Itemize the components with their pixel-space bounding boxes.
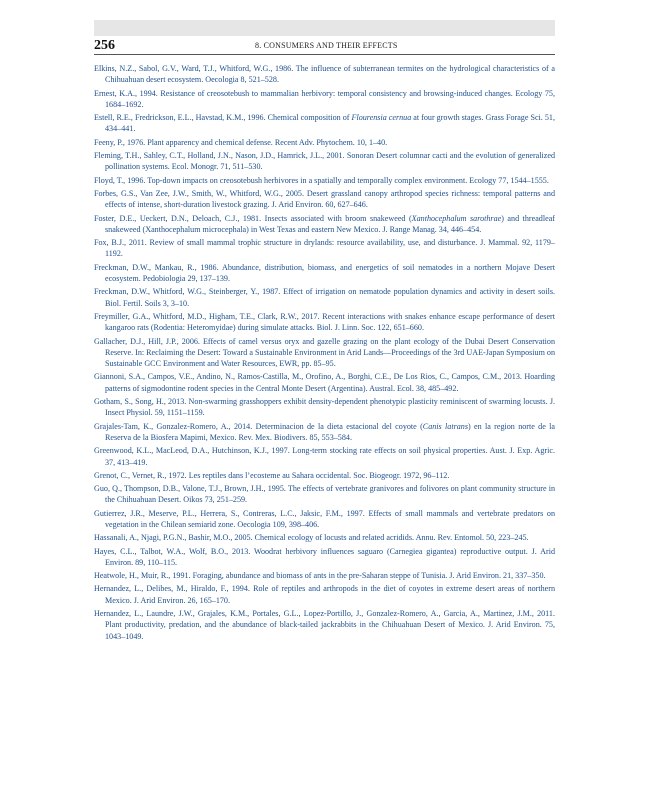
header-bar [94, 20, 555, 36]
reference-text: Hernandez, L., Delibes, M., Hiraldo, F., 1994. Role of reptiles and arthropods in the diet of coyotes in extreme desert areas of northern Mexico. J. Arid Environ. 26, 165–170. [94, 584, 555, 605]
reference-entry [94, 396, 555, 419]
reference-entry [94, 175, 555, 186]
reference-text-continued: at four growth stages. Grass Forage Sci. 51, 434–441. [105, 113, 555, 134]
reference-italic-text: Xanthocephalum sarothrae [411, 213, 502, 223]
reference-entry [94, 371, 555, 394]
reference-entry [94, 112, 555, 135]
reference-entry [94, 88, 555, 111]
reference-entry [94, 336, 555, 370]
reference-entry [94, 532, 555, 543]
reference-text: Ernest, K.A., 1994. Resistance of creosotebush to mammalian herbivory: temporal consistency and browsing-induced changes. Ecology 75, 1684–1692. [94, 88, 555, 109]
reference-text: Freymiller, G.A., Whitford, M.D., Higham, T.E., Clark, R.W., 2017. Recent interactions with snakes enhance escape performance of desert kangaroo rats (Rodentia: Heteromyidae) during simulate attacks. Biol. J. Linn. Soc. 122, 651–660. [94, 311, 555, 333]
reference-entry [94, 237, 555, 260]
reference-text: Gallacher, D.J., Hill, J.P., 2006. Effects of camel versus oryx and gazelle grazing on the plant ecology of the Dubai Desert Conservation Reserve. In: Reclaiming the Desert: Toward a Sustainable Environment in Arid Lands—Proceedings of the 3rd UAE-Japan Symposium on Sustainable GCC Environment and Water Resources, EWR, pp. 85–95. [94, 336, 555, 369]
reference-text: Gotham, S., Song, H., 2013. Non-swarming grasshoppers exhibit density-dependent phenotypic plasticity reminiscent of swarming locusts. J. Insect Physiol. 59, 1151–1159. [94, 397, 555, 418]
reference-entry [94, 213, 555, 236]
reference-italic-text: Canis latrans [422, 421, 468, 431]
reference-entry [94, 445, 555, 468]
reference-text: Forbes, G.S., Van Zee, J.W., Smith, W., Whitford, W.G., 2005. Desert grassland canopy arthropod species richness: temporal patterns and effects of intense, short-duration livestock grazing. J. Arid Environ. 60, 627–646. [94, 188, 555, 210]
running-head: 8. CONSUMERS AND THEIR EFFECTS [255, 41, 398, 50]
reference-text: Elkins, N.Z., Sabol, G.V., Ward, T.J., Whitford, W.G., 1986. The influence of subterranean termites on the hydrological characteristics of a Chihuahuan desert ecosystem. Oecologia 8, 521–528. [94, 64, 555, 85]
reference-text: Heatwole, H., Muir, R., 1991. Foraging, abundance and biomass of ants in the pre-Saharan steppe of Tunisia. J. Arid Environ. 21, 337–350. [94, 571, 546, 581]
reference-text-continued: ) en la region norte de la Reserva de la Biosfera Mapimi, Mexico. Rev. Mex. Biodivers. 85, 553–584. [105, 421, 555, 442]
reference-text: Hayes, C.L., Talbot, W.A., Wolf, B.O., 2013. Woodrat herbivory influences saguaro (Carnegiea gigantea) reproductive output. J. Arid Environ. 89, 110–115. [94, 546, 555, 567]
reference-text: Floyd, T., 1996. Top-down impacts on creosotebush herbivores in a spatially and temporally complex environment. Ecology 77, 1544–1555. [94, 175, 549, 185]
reference-entry [94, 583, 555, 606]
reference-text: Freckman, D.W., Mankau, R., 1986. Abundance, distribution, biomass, and energetics of soil nematodes in a northern Mojave Desert ecosystem. Pedobiologia 29, 137–139. [94, 262, 555, 284]
reference-entry [94, 286, 555, 309]
reference-entry [94, 150, 555, 173]
reference-entry [94, 508, 555, 531]
reference-italic-text: Flourensia cernua [351, 113, 412, 123]
reference-text: Fleming, T.H., Sahley, C.T., Holland, J.N., Nason, J.D., Hamrick, J.L., 2001. Sonoran Desert columnar cacti and the evolution of generalized pollination systems. Ecol. Monogr. 71, 511–530. [94, 151, 555, 172]
reference-entry [94, 262, 555, 285]
reference-text: Giannoni, S.A., Campos, V.E., Andino, N., Ramos-Castilla, M., Orofino, A., Borghi, C.E., De Los Rios, C., Campos, C.M., 2013. Hoarding patterns of sigmodontine rodent species in the Central Monte Desert (Argentina). Austral. Ecol. 38, 485–492. [94, 372, 555, 393]
reference-entry [94, 608, 555, 642]
reference-text: Hernandez, L., Laundre, J.W., Grajales, K.M., Portales, G.L., Lopez-Portillo, J., Gonzalez-Romero, A., Garcia, A., Martinez, J.M., 2011. Plant productivity, predation, and the abundance of black-tailed jackrabbits in the Chihuahuan Desert of Mexico. J. Arid Environ. 75, 1043–1049. [94, 609, 555, 641]
reference-text: Grajales-Tam, K., Gonzalez-Romero, A., 2014. Determinacion de la dieta estacional del coyote ( [94, 421, 423, 431]
reference-entry [94, 188, 555, 211]
reference-text: Greenwood, K.L., MacLeod, D.A., Hutchinson, K.J., 1997. Long-term stocking rate effects on soil physical properties. Aust. J. Exp. Agric. 37, 413–419. [94, 446, 555, 467]
reference-entry [94, 63, 555, 86]
reference-text: Freckman, D.W., Whitford, W.G., Steinberger, Y., 1987. Effect of irrigation on nematode population dynamics and activity in desert soils. Biol. Fertil. Soils 3, 3–10. [94, 287, 555, 308]
reference-entry [94, 470, 555, 481]
header-rule [94, 54, 555, 55]
reference-text: Estell, R.E., Fredrickson, E.L., Havstad, K.M., 1996. Chemical composition of [94, 113, 352, 123]
reference-entry [94, 570, 555, 581]
reference-entry [94, 137, 555, 148]
reference-text: Grenot, C., Vernet, R., 1972. Les reptiles dans l’ecosteme au Sahara occidental. Soc. Biogeogr. 1972, 96–112. [94, 470, 450, 480]
reference-text: Guo, Q., Thompson, D.B., Valone, T.J., Brown, J.H., 1995. The effects of vertebrate granivores and folivores on plant community structure in the Chihuahuan Desert. Oikos 73, 251–259. [94, 484, 555, 505]
reference-text: Fox, B.J., 2011. Review of small mammal trophic structure in drylands: resource availability, use, and disturbance. J. Mammal. 92, 1179–1192. [94, 238, 555, 259]
reference-entry [94, 483, 555, 506]
reference-text: Hassanali, A., Njagi, P.G.N., Bashir, M.O., 2005. Chemical ecology of locusts and related acridids. Annu. Rev. Entomol. 50, 223–245. [94, 533, 529, 543]
reference-entry [94, 311, 555, 334]
reference-text: Feeny, P., 1976. Plant apparency and chemical defense. Recent Adv. Phytochem. 10, 1–40. [94, 137, 388, 147]
reference-text: Foster, D.E., Ueckert, D.N., Deloach, C.J., 1981. Insects associated with broom snakeweed ( [94, 213, 412, 223]
reference-entry [94, 546, 555, 569]
reference-list [94, 63, 555, 644]
page-number: 256 [94, 38, 115, 53]
reference-text-continued: ) and threadleaf snakeweed (Xanthocephalum microcephala) in West Texas and eastern New Mexico. J. Range Manag. 34, 446–454. [105, 213, 555, 234]
reference-entry [94, 421, 555, 444]
reference-text: Gutierrez, J.R., Meserve, P.L., Herrera, S., Contreras, L.C., Jaksic, F.M., 1997. Effects of small mammals and vertebrate predators on vegetation in the Chilean semiarid zone. Oecologia 109, 398–406. [94, 508, 555, 529]
